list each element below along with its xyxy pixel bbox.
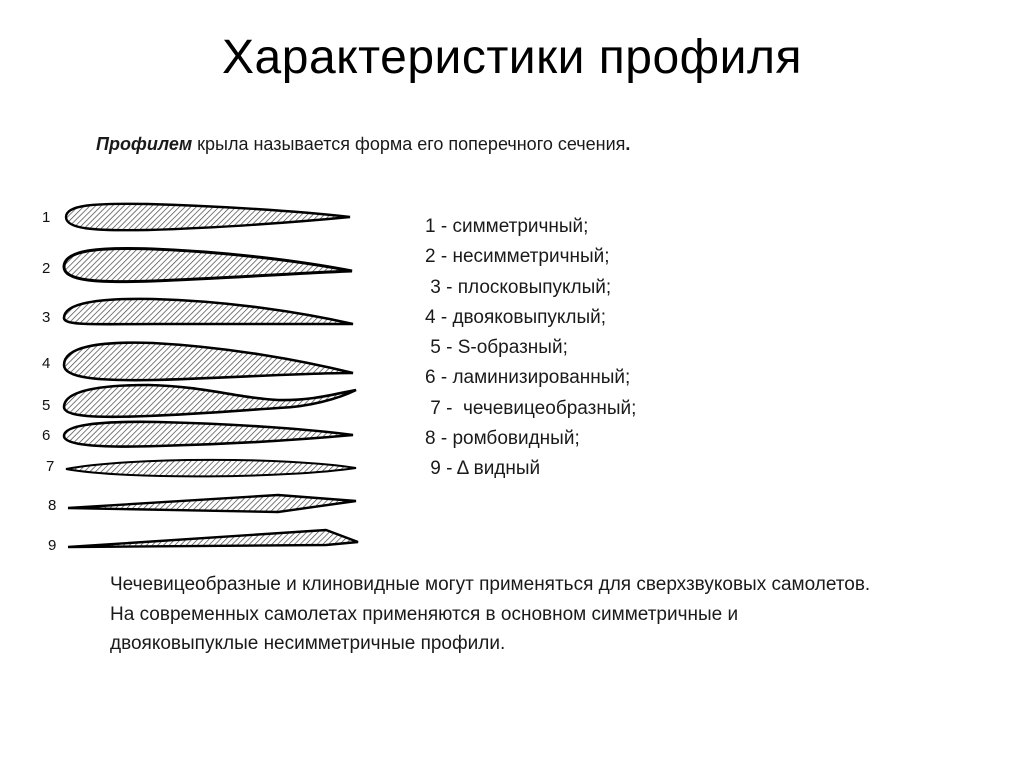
list-item: 1 - симметричный; [425, 216, 589, 237]
profile-number-label: 9 [48, 537, 57, 554]
definition-text: крыла называется форма его поперечного сечения [192, 134, 626, 154]
list-item: 8 - ромбовидный; [425, 428, 580, 450]
airfoil-profiles-svg [38, 195, 368, 560]
airfoil-shape [64, 385, 356, 417]
list-item: 3 - плосковыпуклый; [425, 276, 612, 298]
profile-number-label: 7 [46, 458, 55, 475]
profile-number-label: 3 [42, 309, 51, 326]
supersonic-note: Чечевицеобразные и клиновидные могут применяться для сверхзвуковых самолетов. На современных самолетах применяются в основном симметричные и двояковыпуклые несимметричные профили. [110, 574, 871, 654]
profile-types-list [425, 212, 636, 485]
profile-6-laminar [42, 422, 353, 447]
list-item: 6 - ламинизированный; [425, 367, 631, 389]
profile-number-label: 8 [48, 497, 57, 514]
definition-term: Профилем [96, 134, 193, 154]
profile-3-plano-convex [42, 299, 353, 326]
profile-5-s-shaped [42, 385, 356, 417]
slide-title: Характеристики профиля [222, 31, 802, 84]
airfoil-shape [64, 248, 352, 281]
list-item: 5 - S-образный; [425, 337, 568, 359]
profile-number-label: 5 [42, 397, 51, 414]
airfoil-shape [64, 343, 353, 381]
profile-definition [96, 134, 630, 155]
profile-2-asymmetric [42, 248, 352, 281]
airfoil-shape [68, 495, 356, 512]
airfoil-shape [68, 530, 358, 547]
profile-1-symmetric [42, 204, 350, 230]
profile-number-label: 6 [42, 427, 51, 444]
list-item: 4 - двояковыпуклый; [425, 306, 607, 328]
profile-9-triangular [48, 530, 358, 554]
list-item: 7 - чечевицеобразный; [425, 397, 637, 419]
profile-number-label: 4 [42, 355, 51, 372]
airfoil-shape [66, 460, 356, 477]
profile-4-biconvex [42, 343, 353, 381]
profile-number-label: 2 [42, 260, 51, 277]
profile-number-label: 1 [42, 209, 51, 226]
profile-7-lens [46, 458, 356, 476]
airfoil-shape [64, 422, 353, 447]
airfoil-shape [66, 204, 350, 230]
airfoil-shape [64, 299, 353, 324]
definition-period: . [625, 134, 631, 154]
list-item: 9 - Δ видный [425, 458, 541, 480]
airfoil-profiles-diagram [38, 195, 368, 560]
profile-8-rhomboid [48, 495, 356, 514]
list-item: 2 - несимметричный; [425, 246, 610, 268]
